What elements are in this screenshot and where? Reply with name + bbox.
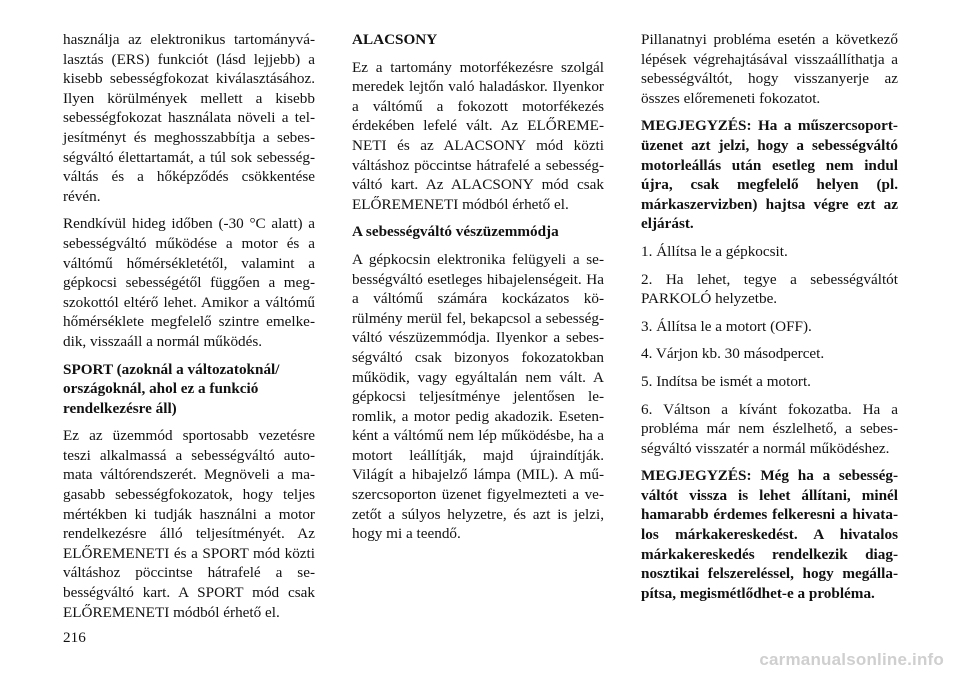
heading-alacsony: ALACSONY: [352, 31, 438, 48]
step-4: 4. Várjon kb. 30 másodpercet.: [641, 345, 825, 363]
step-2: 2. Ha lehet, tegye a sebességváltót PARKOLÓ helyzetbe.: [641, 270, 898, 308]
page-number: 216: [63, 629, 86, 646]
note-dealer: MEGJEGYZÉS: Még ha a sebességváltót vissza is lehet állítani, minél hamarabb érdemes felkeresni a hivatalos márkakereskedést. A hivatalos márkakereskedés rendelkezik diagnosztikai felszereléssel, hogy megállapítsa, megismétlődhet-e a probléma.: [641, 467, 898, 602]
heading-sport: SPORT (azoknál a változatoknál/ országoknál, ahol ez a funkció rendelkezésre áll): [63, 360, 280, 417]
paragraph-limp-mode: A gépkocsin elektronika felügyeli a sebességváltó esetleges hibajelenségeit. Ha a váltómű számára kockázatos körülmény merül fel, bekapcsol a sebességváltó vészüzemmódja. Ilyenkor a sebességváltó csak bizonyos fokozatokban működik, vagy egyáltalán nem vált. A gépkocsi teljesítménye jelentősen leromlik, a motor pedig akadozik. Esetenként a váltómű nem lép működésbe, ha a motort leállítják, majd újraindítják. Világít a hibajelző lámpa (MIL). A műszercsoporton üzenet figyelmezteti a vezetőt a súlyos helyzetre, és azt is jelzi, hogy mi a teendő.: [352, 250, 604, 543]
paragraph-alacsony: Ez a tartomány motorfékezésre szolgál meredek lejtőn való haladáskor. Ilyenkor a váltómű a fokozott motorfékezés érdekében lefelé vált. Az ELŐREMENETI és az ALACSONY mód közti váltáshoz pöccintse hátrafelé a sebességváltó kart. Az ALACSONY mód csak ELŐREMENETI módból érhető el.: [352, 58, 604, 213]
column-right: [641, 30, 898, 611]
step-3: 3. Állítsa le a motort (OFF).: [641, 317, 812, 335]
step-6: 6. Váltson a kívánt fokozatba. Ha a probléma már nem észlelhető, a sebességváltó visszatér a normál működéshez.: [641, 400, 898, 457]
column-middle: [352, 30, 604, 552]
paragraph-cold-weather: Rendkívül hideg időben (-30 °C alatt) a sebességváltó működése a motor és a váltómű hőmérsékletétől, valamint a gépkocsi sebességétől függően a megszokottól eltérő lehet. Amikor a váltómű hőmérséklete megfelelő szintre emelkedik, visszaáll a normál működés.: [63, 215, 315, 350]
watermark: carmanualsonline.info: [759, 650, 944, 669]
step-1: 1. Állítsa le a gépkocsit.: [641, 242, 788, 260]
paragraph-ers: használja az elektronikus tartományválasztás (ERS) funkciót (lásd lejjebb) a kisebb sebességfokozat kiválasztásához. Ilyen körülmények mellett a kisebb sebességfokozat használata növeli a teljesítményt és meghosszabbítja a sebességváltó élettartamát, a túl sok sebességváltás és a hőképződés csökkentése révén.: [63, 31, 315, 205]
heading-limp-mode: A sebességváltó vészüzemmódja: [352, 223, 559, 241]
step-5: 5. Indítsa be ismét a motort.: [641, 372, 811, 390]
note-warning: MEGJEGYZÉS: Ha a műszercsoport-üzenet azt jelzi, hogy a sebességváltó motorleállás után esetleg nem indul újra, csak megfelelő helyen (pl. márkaszervizben) hajtsa végre ezt az eljárást.: [641, 117, 898, 233]
paragraph-sport: Ez az üzemmód sportosabb vezetésre teszi alkalmassá a sebességváltó automata váltórendszerét. Megnöveli a magasabb sebességfokozatok, hogy teljes mértékben ki tudják használni a motor rendelkezésre álló teljesítményét. Az ELŐREMENETI és a SPORT mód közti váltáshoz pöccintse hátrafelé a sebességváltó kart. A SPORT mód csak ELŐREMENETI módból érhető el.: [63, 427, 315, 621]
column-left: [63, 30, 315, 630]
paragraph-reset-intro: Pillanatnyi probléma esetén a következő lépések végrehajtásával visszaállíthatja a sebességváltót, hogy visszanyerje az összes előremeneti fokozatot.: [641, 31, 898, 107]
